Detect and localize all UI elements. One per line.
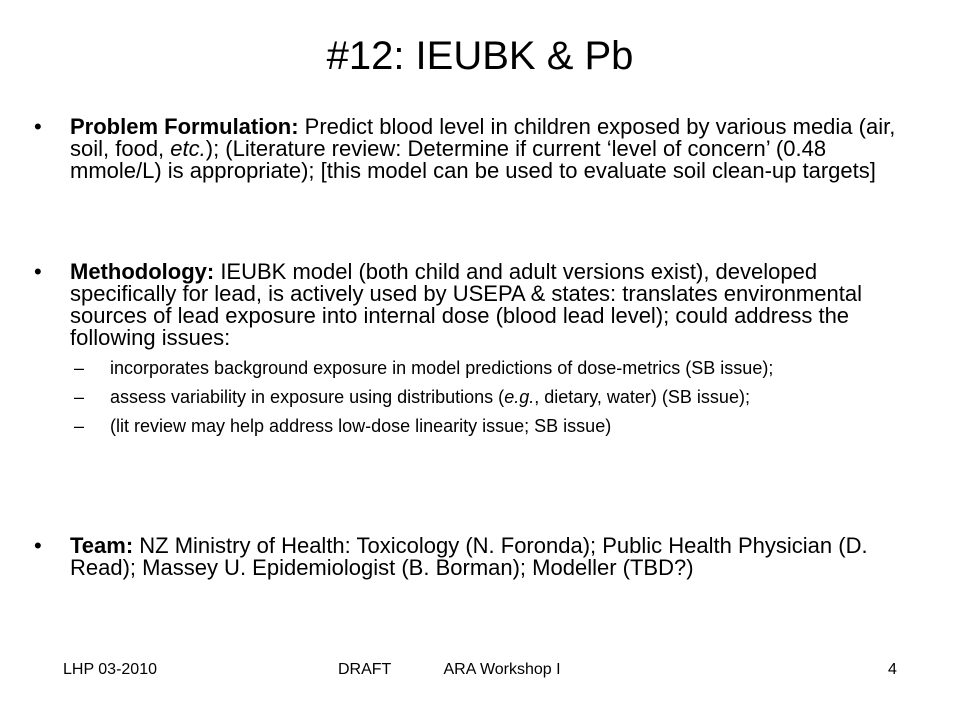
bullet-dot-icon: • xyxy=(34,259,42,284)
bullet-methodology xyxy=(30,261,900,446)
bullet-lead: Problem Formulation: xyxy=(70,114,299,139)
footer-left: LHP 03-2010 xyxy=(63,661,157,678)
bullet-problem-formulation xyxy=(30,116,900,182)
bullet-text: NZ Ministry of Health: Toxicology (N. Foronda); Public Health Physician (D. Read); Massey U. Epidemiologist (B. Borman); Modeller (TBD?) xyxy=(70,533,868,580)
sub-bullet-item xyxy=(30,417,890,436)
bullet-text: IEUBK model (both child and adult versions exist), developed specifically for lead, is actively used by USEPA & states: translates environmental sources of lead exposure into internal dose (blood lead level); could address the following issues: xyxy=(70,259,862,350)
footer-center: DRAFT ARA Workshop I xyxy=(338,661,561,678)
sub-bullet-item xyxy=(30,359,890,378)
sub-bullet-italic-text: e.g. xyxy=(504,387,535,407)
bullet-dot-icon: • xyxy=(34,533,42,558)
sub-bullet-text: assess variability in exposure using distributions ( xyxy=(110,387,505,407)
bullet-item xyxy=(30,535,900,579)
bullet-text-after: ); (Literature review: Determine if current ‘level of concern’ (0.48 mmole/L) is appropriate); [this model can be used to evaluate soil clean-up targets] xyxy=(70,136,876,183)
sub-bullet-text: (lit review may help address low-dose linearity issue; SB issue) xyxy=(110,416,612,436)
bullet-lead: Team: xyxy=(70,533,134,558)
page-number: 4 xyxy=(888,661,897,678)
bullet-team xyxy=(30,535,900,579)
bullet-italic-text: etc. xyxy=(170,136,206,161)
bullet-text: Predict blood level in children exposed by various media (air, soil, food, xyxy=(70,114,896,161)
sub-bullet-list xyxy=(30,359,900,436)
dash-icon: – xyxy=(74,358,85,378)
slide-title: #12: IEUBK & Pb xyxy=(326,34,634,78)
sub-bullet-text-after: , dietary, water) (SB issue); xyxy=(534,387,750,407)
dash-icon: – xyxy=(74,416,85,436)
bullet-item xyxy=(30,261,900,349)
dash-icon: – xyxy=(74,387,85,407)
bullet-dot-icon: • xyxy=(34,114,42,139)
bullet-item xyxy=(30,116,900,182)
bullet-lead: Methodology: xyxy=(70,259,215,284)
sub-bullet-item xyxy=(30,388,890,407)
sub-bullet-text: incorporates background exposure in model predictions of dose-metrics (SB issue); xyxy=(110,358,774,378)
